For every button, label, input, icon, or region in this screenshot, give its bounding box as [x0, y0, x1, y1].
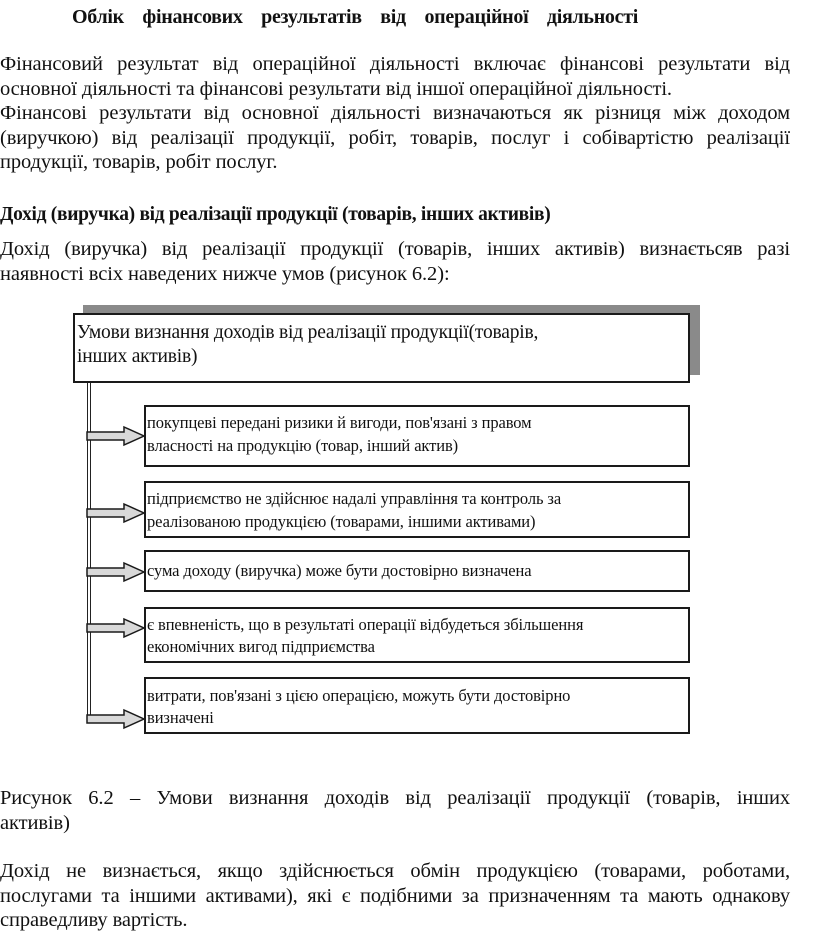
- condition-line: є впевненість, що в результаті операції відбудеться збільшення: [147, 615, 584, 634]
- diagram-header-box: [73, 313, 690, 383]
- closing-line: справедливу вартість.: [0, 909, 188, 931]
- section-heading: Дохід (виручка) від реалізації продукції (товарів, інших активів): [0, 204, 551, 225]
- condition-line: сума доходу (виручка) може бути достовірно визначена: [147, 561, 532, 580]
- arrow-right-icon: [86, 617, 146, 639]
- condition-box: [144, 607, 690, 663]
- condition-line: визначені: [147, 708, 214, 727]
- condition-line: власності на продукцію (товар, інший актив): [147, 436, 459, 455]
- intro-line: основної діяльності та фінансові результати від іншої операційної діяльності.: [0, 78, 672, 100]
- condition-box: [144, 405, 690, 467]
- condition-line: витрати, пов'язані з цією операцією, можуть бути достовірно: [147, 686, 571, 705]
- condition-line: реалізованою продукцією (товарами, іншими активами): [147, 512, 536, 531]
- closing-line: Дохід не визнається, якщо здійснюється обмін продукцією (товарами, роботами,: [0, 860, 790, 882]
- section-line: Дохід (виручка) від реалізації продукції (товарів, інших активів) визнаєтьсяв разі: [0, 238, 790, 260]
- intro-line: продукції, товарів, робіт послуг.: [0, 151, 278, 173]
- condition-box: [144, 550, 690, 592]
- caption-line: активів): [0, 812, 70, 834]
- diagram-header-line: Умови визнання доходів від реалізації продукції(товарів,: [77, 322, 539, 343]
- condition-line: підприємство не здійснює надалі управління та контроль за: [147, 489, 562, 508]
- arrow-right-icon: [86, 708, 146, 730]
- closing-line: послугами та іншими активами), які є подібними за призначенням та мають однакову: [0, 885, 790, 907]
- diagram-header-line: інших активів): [77, 346, 198, 367]
- condition-line: економічних вигод підприємства: [147, 637, 375, 656]
- section-line: наявності всіх наведених нижче умов (рисунок 6.2):: [0, 263, 450, 285]
- intro-line: (виручкою) від реалізації продукції, робіт, товарів, послуг і собівартістю реалізації: [0, 127, 790, 149]
- arrow-right-icon: [86, 425, 146, 447]
- document-title: Облік фінансових результатів від операційної діяльності: [72, 6, 638, 28]
- arrow-right-icon: [86, 502, 146, 524]
- intro-line: Фінансовий результат від операційної діяльності включає фінансові результати від: [0, 53, 790, 75]
- condition-box: [144, 481, 690, 538]
- caption-line: Рисунок 6.2 – Умови визнання доходів від реалізації продукції (товарів, інших: [0, 787, 790, 809]
- arrow-right-icon: [86, 561, 146, 583]
- intro-line: Фінансові результати від основної діяльності визначаються як різниця між доходом: [0, 102, 790, 124]
- condition-box: [144, 677, 690, 734]
- condition-line: покупцеві передані ризики й вигоди, пов'язані з правом: [147, 413, 532, 432]
